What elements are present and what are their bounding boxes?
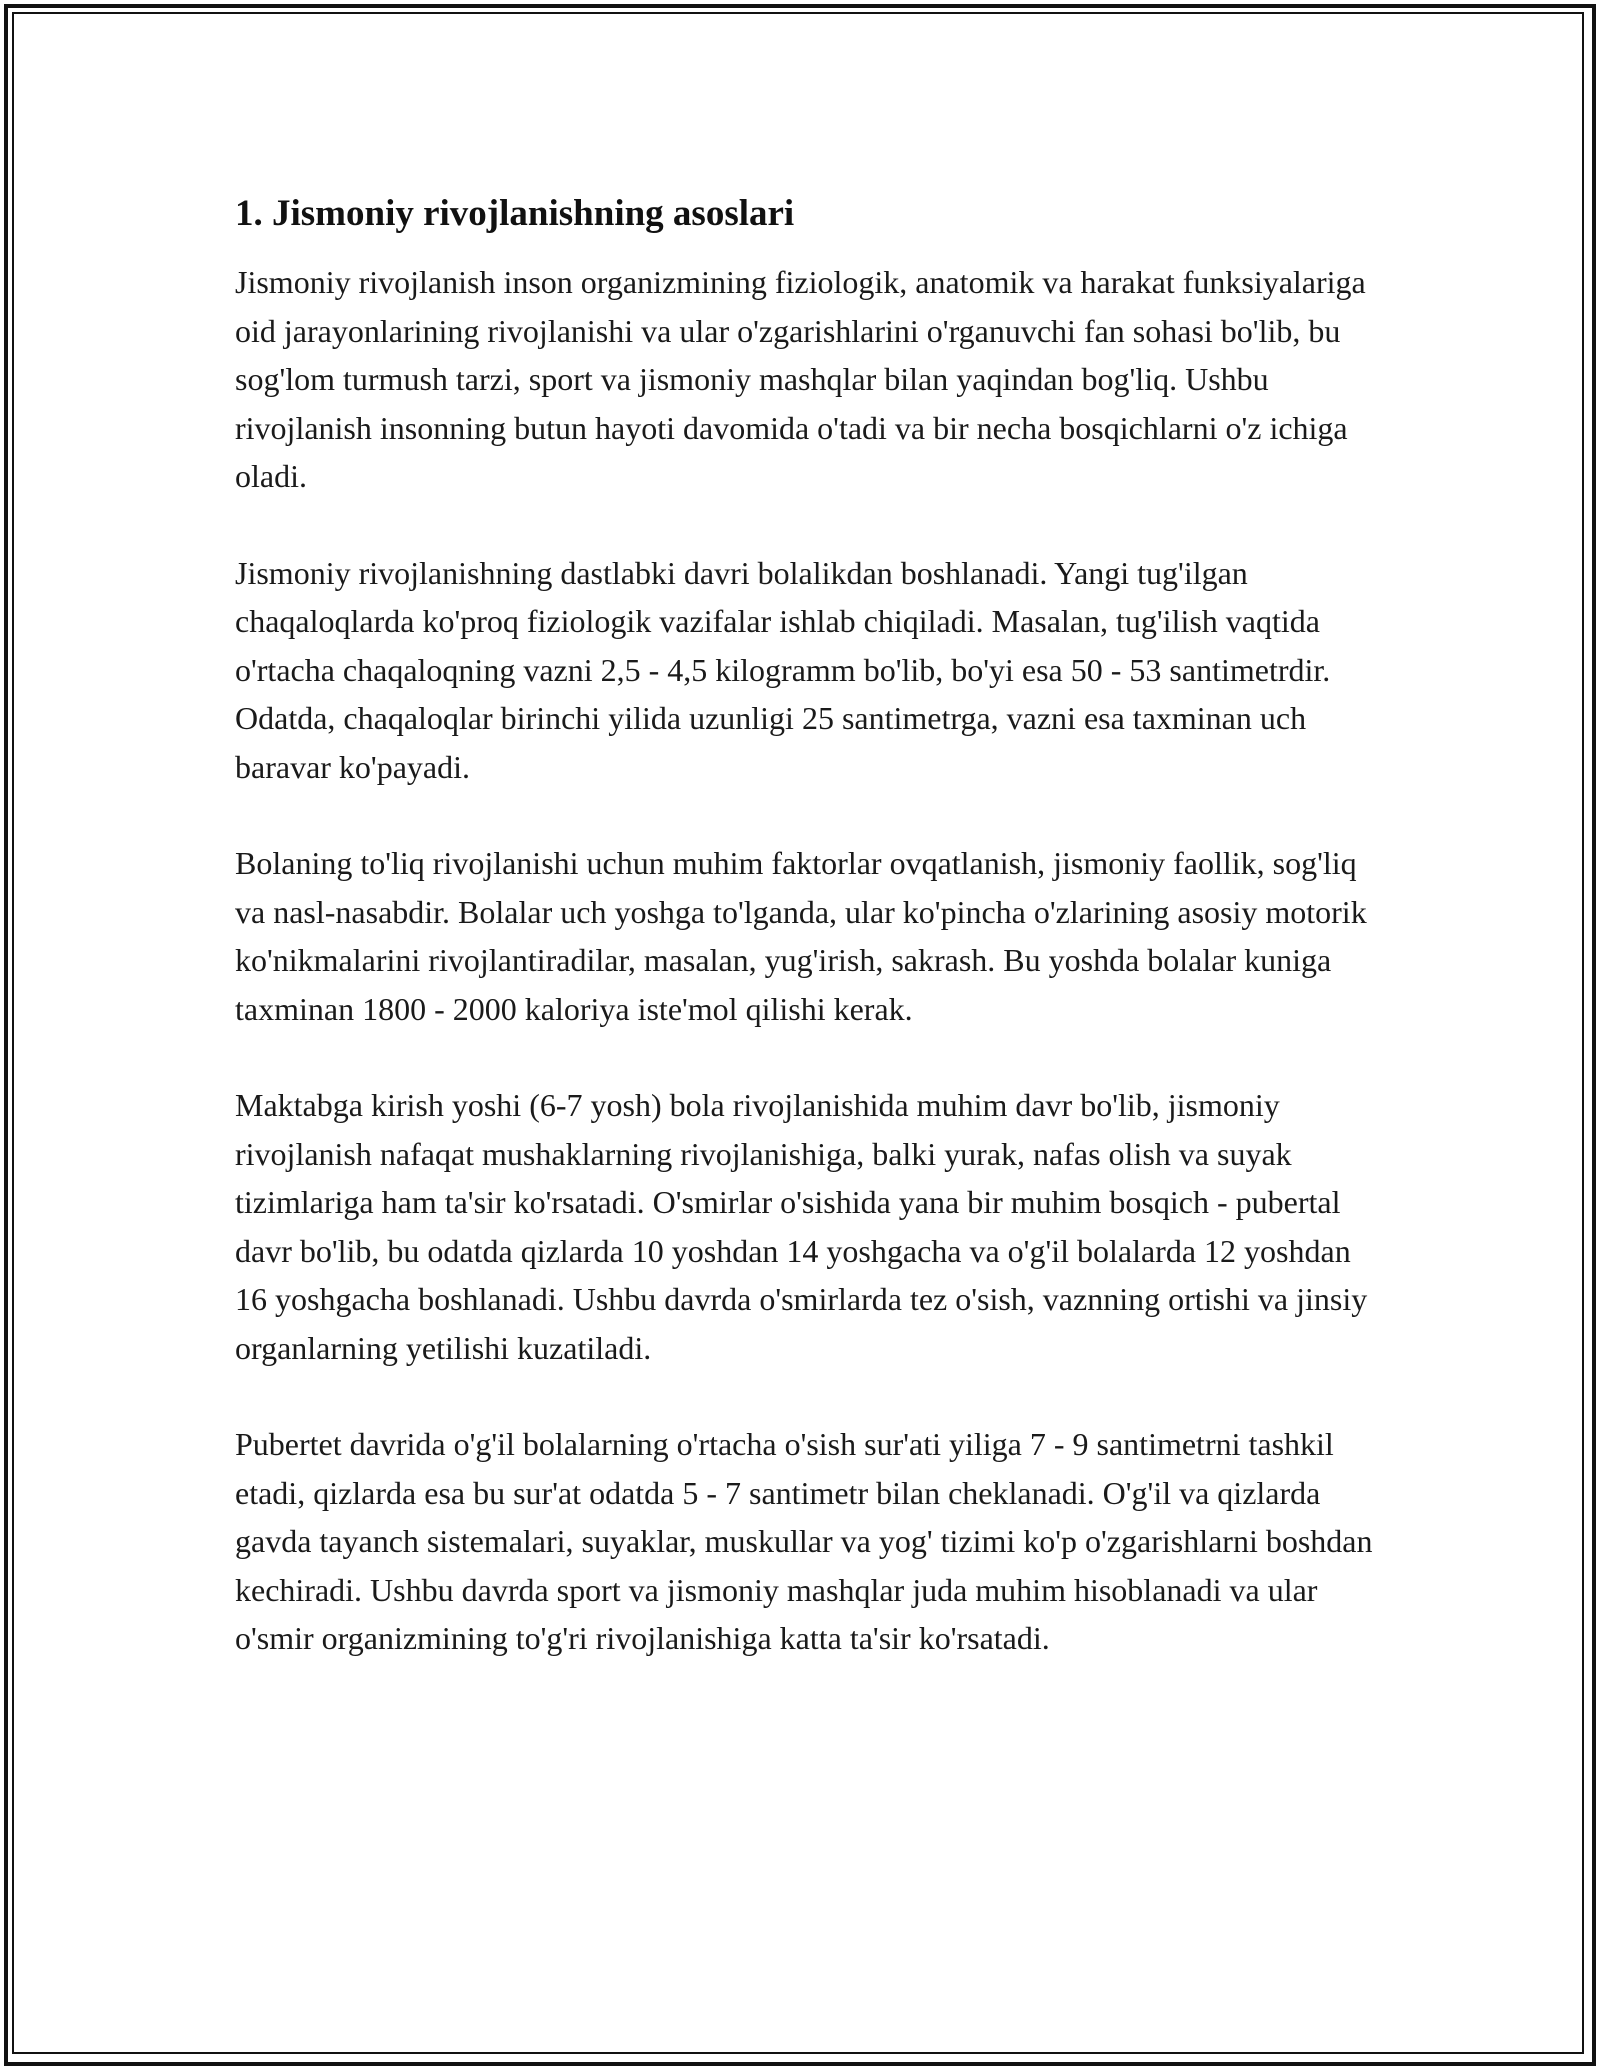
- paragraph-2: Jismoniy rivojlanishning dastlabki davri bolalikdan boshlanadi. Yangi tug'ilgan chaqaloqlarda ko'proq fiziologik vazifalar ishlab chiqiladi. Masalan, tug'ilish vaqtida o'rtacha chaqaloqning vazni 2,5 - 4,5 kilogramm bo'lib, bo'yi esa 50 - 53 santimetrdir. Odatda, chaqaloqlar birinchi yilida uzunligi 25 santimetrga, vazni esa taxminan uch baravar ko'payadi.: [235, 554, 1331, 785]
- paragraph-4: Maktabga kirish yoshi (6-7 yosh) bola rivojlanishida muhim davr bo'lib, jismoniy rivojlanish nafaqat mushaklarning rivojlanishiga, balki yurak, nafas olish va suyak tizimlariga ham ta'sir ko'rsatadi. O'smirlar o'sishida yana bir muhim bosqich - pubertal davr bo'lib, bu odatda qizlarda 10 yoshdan 14 yoshgacha va o'g'il bolalarda 12 yoshdan 16 yoshgacha boshlanadi. Ushbu davrda o'smirlarda tez o'sish, vaznning ortishi va jinsiy organlarning yetilishi kuzatiladi.: [235, 1087, 1368, 1366]
- paragraph-5: Pubertet davrida o'g'il bolalarning o'rtacha o'sish sur'ati yiliga 7 - 9 santimetrni tashkil etadi, qizlarda esa bu sur'at odatda 5 - 7 santimetr bilan cheklanadi. O'g'il va qizlarda gavda tayanch sistemalari, suyaklar, muskullar va yog' tizimi ko'p o'zgarishlarni boshdan kechiradi. Ushbu davrda sport va jismoniy mashqlar juda muhim hisoblanadi va ular o'smir organizmining to'g'ri rivojlanishiga katta ta'sir ko'rsatadi.: [235, 1426, 1373, 1656]
- section-heading: 1. Jismoniy rivojlanishning asoslari: [235, 193, 795, 234]
- document-body: [235, 188, 1385, 1711]
- paragraph-3: Bolaning to'liq rivojlanishi uchun muhim faktorlar ovqatlanish, jismoniy faollik, sog'liq va nasl-nasabdir. Bolalar uch yoshga to'lganda, ular ko'pincha o'zlarining asosiy motorik ko'nikmalarini rivojlantiradilar, masalan, yug'irish, sakrash. Bu yoshda bolalar kuniga taxminan 1800 - 2000 kaloriya iste'mol qilishi kerak.: [235, 845, 1367, 1027]
- paragraph-1: Jismoniy rivojlanish inson organizmining fiziologik, anatomik va harakat funksiyalariga oid jarayonlarining rivojlanishi va ular o'zgarishlarini o'rganuvchi fan sohasi bo'lib, bu sog'lom turmush tarzi, sport va jismoniy mashqlar bilan yaqindan bog'liq. Ushbu rivojlanish insonning butun hayoti davomida o'tadi va bir necha bosqichlarni o'z ichiga oladi.: [235, 264, 1366, 494]
